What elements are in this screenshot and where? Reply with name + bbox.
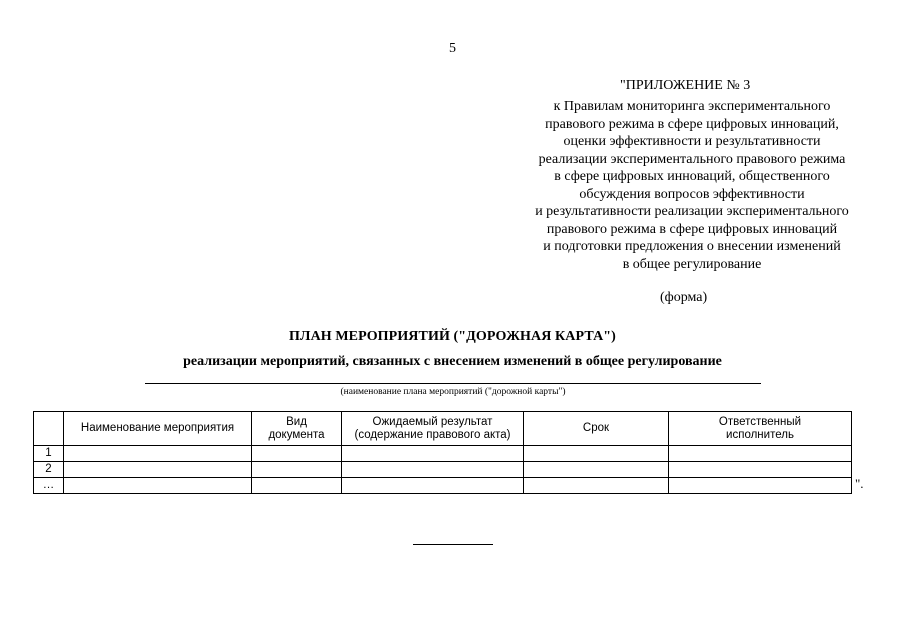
table-cell (669, 446, 852, 462)
plan-name-caption: (наименование плана мероприятий ("дорожной карты") (340, 387, 566, 397)
row-number: … (34, 478, 64, 494)
appendix-line: в сфере цифровых инноваций, общественного (554, 169, 830, 184)
closing-quote: ". (855, 476, 864, 491)
header-number (34, 412, 64, 446)
table-cell (64, 462, 252, 478)
table-row (34, 446, 852, 462)
table-cell (252, 462, 342, 478)
table-cell (252, 478, 342, 494)
appendix-line: правового режима в сфере цифровых инноваций (546, 221, 838, 237)
table-cell (252, 446, 342, 462)
appendix-line: правового режима в сфере цифровых инноваций, (545, 116, 839, 132)
appendix-line: оценки эффективности и результативности (563, 134, 821, 149)
header-expected-result: Ожидаемый результат (содержание правового акта) (342, 412, 524, 446)
table-cell (342, 478, 524, 494)
appendix-line: в общее регулирование (622, 256, 762, 272)
appendix-line: и результативности реализации экспериментального (535, 204, 849, 219)
table-cell (524, 478, 669, 494)
plan-name-underline (145, 383, 761, 384)
table-row (34, 462, 852, 478)
appendix-title: "ПРИЛОЖЕНИЕ № 3 (620, 78, 751, 93)
table-cell (342, 462, 524, 478)
footer-separator-line (413, 544, 493, 545)
appendix-line: к Правилам мониторинга экспериментального (553, 99, 831, 114)
page-number: 5 (449, 41, 456, 56)
table-header-row (34, 412, 852, 446)
header-deadline: Срок (524, 412, 669, 446)
header-responsible: Ответственный исполнитель (669, 412, 852, 446)
appendix-line: обсуждения вопросов эффективности (579, 186, 805, 202)
row-number: 2 (34, 462, 64, 478)
form-label: (форма) (660, 290, 708, 305)
appendix-line: реализации экспериментального правового режима (538, 151, 846, 167)
table-cell (669, 478, 852, 494)
table-cell (64, 478, 252, 494)
table-cell (669, 462, 852, 478)
plan-subtitle: реализации мероприятий, связанных с внесением изменений в общее регулирование (183, 354, 722, 369)
table-row (34, 478, 852, 494)
header-document-type: Вид документа (252, 412, 342, 446)
header-event-name: Наименование мероприятия (64, 412, 252, 446)
plan-table (33, 411, 852, 494)
table-cell (64, 446, 252, 462)
table-cell (342, 446, 524, 462)
row-number: 1 (34, 446, 64, 462)
plan-title: ПЛАН МЕРОПРИЯТИЙ ("ДОРОЖНАЯ КАРТА") (289, 329, 616, 344)
table-cell (524, 446, 669, 462)
appendix-line: и подготовки предложения о внесении изменений (543, 239, 841, 254)
appendix-body (508, 98, 876, 273)
table-cell (524, 462, 669, 478)
